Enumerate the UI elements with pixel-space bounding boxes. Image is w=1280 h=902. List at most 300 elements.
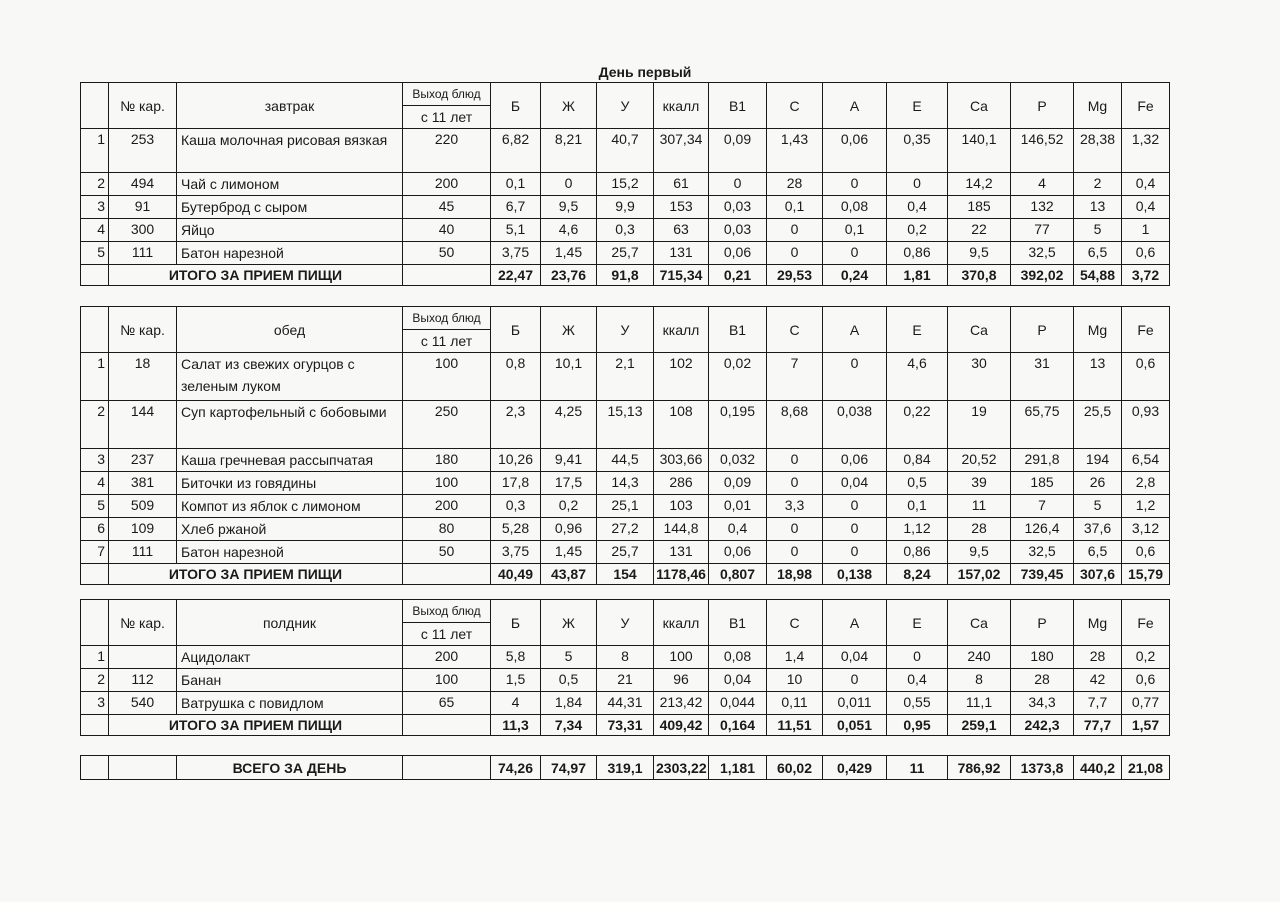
day-total-kcal: 2303,22: [654, 756, 709, 780]
dish-row: [81, 495, 1170, 518]
header-row: [81, 600, 1170, 623]
nutrient-value-carb: 40,7: [597, 129, 654, 173]
meal-total-p: 392,02: [1011, 265, 1074, 286]
nutrient-value-protein: 10,26: [491, 449, 541, 472]
nutrient-value-fat: 0,2: [541, 495, 597, 518]
nutrient-value-mg: 37,6: [1074, 518, 1122, 541]
nutrient-header-a: A: [823, 307, 887, 353]
nutrient-value-a: 0: [823, 495, 887, 518]
dish-row: [81, 196, 1170, 219]
yield-age-header: с 11 лет: [403, 330, 491, 353]
nutrient-header-kcal: ккалл: [654, 307, 709, 353]
nutrient-value-b1: 0,08: [709, 646, 767, 669]
nutrient-value-e: 4,6: [887, 353, 948, 401]
nutrient-value-c: 1,43: [767, 129, 823, 173]
nutrient-value-protein: 5,28: [491, 518, 541, 541]
nutrient-value-c: 0: [767, 472, 823, 495]
nutrient-value-c: 0: [767, 541, 823, 564]
nutrient-header-b1: B1: [709, 307, 767, 353]
meal-total-fat: 7,34: [541, 715, 597, 736]
dish-yield: 45: [403, 196, 491, 219]
meal-total-protein: 22,47: [491, 265, 541, 286]
nutrient-value-e: 0,4: [887, 196, 948, 219]
meal-total-carb: 91,8: [597, 265, 654, 286]
nutrient-value-fe: 2,8: [1122, 472, 1170, 495]
day-total-label: ВСЕГО ЗА ДЕНЬ: [177, 756, 403, 780]
nutrient-header-protein: Б: [491, 600, 541, 646]
nutrient-value-b1: 0,032: [709, 449, 767, 472]
index-header-cell: [81, 600, 109, 646]
nutrient-value-c: 0: [767, 518, 823, 541]
meal-total-p: 242,3: [1011, 715, 1074, 736]
card-number: 111: [109, 541, 177, 564]
nutrient-value-b1: 0,09: [709, 129, 767, 173]
nutrient-value-kcal: 108: [654, 401, 709, 449]
dish-yield: 50: [403, 242, 491, 265]
meal-total-label: ИТОГО ЗА ПРИЕМ ПИЩИ: [109, 564, 403, 585]
nutrient-value-e: 0,2: [887, 219, 948, 242]
nutrient-value-c: 0: [767, 219, 823, 242]
nutrient-value-protein: 0,3: [491, 495, 541, 518]
card-number-header: № кар.: [109, 600, 177, 646]
nutrient-header-kcal: ккалл: [654, 83, 709, 129]
nutrient-value-fe: 3,12: [1122, 518, 1170, 541]
nutrient-value-ca: 39: [948, 472, 1011, 495]
dish-name: Ватрушка с повидлом: [177, 692, 403, 715]
nutrient-header-b1: B1: [709, 600, 767, 646]
row-index: 1: [81, 646, 109, 669]
nutrient-value-p: 185: [1011, 472, 1074, 495]
nutrient-value-fat: 1,84: [541, 692, 597, 715]
nutrient-value-mg: 6,5: [1074, 242, 1122, 265]
nutrient-header-a: A: [823, 83, 887, 129]
nutrient-value-kcal: 131: [654, 541, 709, 564]
nutrient-value-e: 0,86: [887, 541, 948, 564]
nutrient-value-fat: 1,45: [541, 242, 597, 265]
yield-age-header: с 11 лет: [403, 623, 491, 646]
nutrient-header-fe: Fe: [1122, 83, 1170, 129]
nutrient-value-e: 0,5: [887, 472, 948, 495]
day-total-row: [81, 756, 1170, 780]
meal-total-fe: 15,79: [1122, 564, 1170, 585]
nutrient-value-kcal: 144,8: [654, 518, 709, 541]
empty-cell: [81, 715, 109, 736]
dish-name: Яйцо: [177, 219, 403, 242]
row-index: 5: [81, 242, 109, 265]
meal-total-row: [81, 564, 1170, 585]
nutrient-header-b1: B1: [709, 83, 767, 129]
meal-total-mg: 307,6: [1074, 564, 1122, 585]
meal-total-e: 1,81: [887, 265, 948, 286]
lunch-table: [80, 306, 1170, 585]
meal-total-b1: 0,164: [709, 715, 767, 736]
dish-name: Бутерброд с сыром: [177, 196, 403, 219]
nutrient-value-carb: 2,1: [597, 353, 654, 401]
meal-total-kcal: 715,34: [654, 265, 709, 286]
nutrient-value-ca: 8: [948, 669, 1011, 692]
nutrient-value-kcal: 102: [654, 353, 709, 401]
nutrient-header-p: P: [1011, 307, 1074, 353]
meal-name-header: обед: [177, 307, 403, 353]
dish-row: [81, 472, 1170, 495]
dish-yield: 250: [403, 401, 491, 449]
yield-header: Выход блюд: [403, 83, 491, 106]
dish-row: [81, 353, 1170, 401]
meal-total-mg: 54,88: [1074, 265, 1122, 286]
nutrient-value-e: 0: [887, 173, 948, 196]
card-number: 300: [109, 219, 177, 242]
nutrient-header-e: E: [887, 307, 948, 353]
meal-total-c: 11,51: [767, 715, 823, 736]
nutrient-value-mg: 13: [1074, 353, 1122, 401]
dish-name: Чай с лимоном: [177, 173, 403, 196]
nutrient-value-fe: 0,77: [1122, 692, 1170, 715]
nutrient-value-e: 0,4: [887, 669, 948, 692]
card-number-header: № кар.: [109, 83, 177, 129]
nutrient-value-kcal: 63: [654, 219, 709, 242]
nutrient-value-mg: 194: [1074, 449, 1122, 472]
nutrient-value-ca: 14,2: [948, 173, 1011, 196]
nutrient-value-kcal: 286: [654, 472, 709, 495]
nutrient-value-a: 0: [823, 541, 887, 564]
nutrient-value-a: 0: [823, 518, 887, 541]
meal-total-a: 0,051: [823, 715, 887, 736]
nutrient-value-kcal: 153: [654, 196, 709, 219]
nutrient-value-fe: 0,6: [1122, 353, 1170, 401]
empty-cell: [109, 756, 177, 780]
nutrient-value-a: 0,08: [823, 196, 887, 219]
nutrient-header-fat: Ж: [541, 600, 597, 646]
nutrient-value-p: 28: [1011, 669, 1074, 692]
yield-header: Выход блюд: [403, 600, 491, 623]
nutrient-value-fe: 0,6: [1122, 242, 1170, 265]
nutrient-value-p: 77: [1011, 219, 1074, 242]
dish-name: Салат из свежих огурцов с зеленым луком: [177, 353, 403, 401]
nutrient-value-fat: 0: [541, 173, 597, 196]
day-total-mg: 440,2: [1074, 756, 1122, 780]
nutrient-header-protein: Б: [491, 307, 541, 353]
nutrient-value-mg: 13: [1074, 196, 1122, 219]
snack-table: [80, 599, 1170, 736]
nutrient-value-fe: 0,2: [1122, 646, 1170, 669]
row-index: 2: [81, 669, 109, 692]
nutrient-value-protein: 0,1: [491, 173, 541, 196]
nutrient-header-carb: У: [597, 83, 654, 129]
row-index: 5: [81, 495, 109, 518]
nutrient-value-fat: 1,45: [541, 541, 597, 564]
nutrient-header-carb: У: [597, 600, 654, 646]
nutrient-value-c: 0,11: [767, 692, 823, 715]
nutrient-value-fe: 0,6: [1122, 669, 1170, 692]
meal-total-fat: 23,76: [541, 265, 597, 286]
nutrient-value-protein: 6,82: [491, 129, 541, 173]
nutrient-value-ca: 11: [948, 495, 1011, 518]
card-number: [109, 646, 177, 669]
nutrient-value-ca: 20,52: [948, 449, 1011, 472]
empty-cell: [81, 756, 109, 780]
nutrient-value-protein: 5,8: [491, 646, 541, 669]
nutrient-value-a: 0,011: [823, 692, 887, 715]
nutrient-header-ca: Ca: [948, 307, 1011, 353]
breakfast-table: [80, 82, 1170, 286]
card-number: 381: [109, 472, 177, 495]
nutrient-value-kcal: 307,34: [654, 129, 709, 173]
dish-yield: 220: [403, 129, 491, 173]
nutrient-value-fat: 4,25: [541, 401, 597, 449]
nutrient-value-b1: 0,03: [709, 219, 767, 242]
dish-yield: 100: [403, 669, 491, 692]
nutrient-value-fat: 10,1: [541, 353, 597, 401]
card-number: 540: [109, 692, 177, 715]
nutrient-value-fat: 0,5: [541, 669, 597, 692]
dish-yield: 40: [403, 219, 491, 242]
nutrient-value-carb: 15,2: [597, 173, 654, 196]
nutrient-value-b1: 0: [709, 173, 767, 196]
nutrient-value-mg: 42: [1074, 669, 1122, 692]
nutrient-value-protein: 6,7: [491, 196, 541, 219]
nutrient-value-carb: 27,2: [597, 518, 654, 541]
meal-total-e: 8,24: [887, 564, 948, 585]
nutrient-value-e: 0,84: [887, 449, 948, 472]
dish-row: [81, 173, 1170, 196]
nutrient-value-mg: 25,5: [1074, 401, 1122, 449]
empty-cell: [81, 564, 109, 585]
meal-total-label: ИТОГО ЗА ПРИЕМ ПИЩИ: [109, 265, 403, 286]
nutrient-value-carb: 21: [597, 669, 654, 692]
nutrient-value-p: 34,3: [1011, 692, 1074, 715]
nutrient-value-protein: 4: [491, 692, 541, 715]
nutrient-value-carb: 14,3: [597, 472, 654, 495]
dish-row: [81, 518, 1170, 541]
meal-total-c: 29,53: [767, 265, 823, 286]
nutrient-value-fat: 5: [541, 646, 597, 669]
empty-cell: [403, 756, 491, 780]
row-index: 3: [81, 692, 109, 715]
nutrient-header-c: C: [767, 600, 823, 646]
nutrient-header-c: C: [767, 307, 823, 353]
dish-row: [81, 692, 1170, 715]
meal-total-carb: 73,31: [597, 715, 654, 736]
nutrient-value-mg: 7,7: [1074, 692, 1122, 715]
nutrient-value-carb: 25,7: [597, 242, 654, 265]
nutrient-value-protein: 3,75: [491, 541, 541, 564]
nutrient-value-ca: 240: [948, 646, 1011, 669]
header-row: [81, 307, 1170, 330]
nutrient-value-b1: 0,01: [709, 495, 767, 518]
nutrient-header-ca: Ca: [948, 600, 1011, 646]
dish-row: [81, 541, 1170, 564]
meal-total-b1: 0,807: [709, 564, 767, 585]
dish-row: [81, 219, 1170, 242]
nutrient-value-p: 4: [1011, 173, 1074, 196]
nutrient-header-carb: У: [597, 307, 654, 353]
dish-yield: 200: [403, 646, 491, 669]
nutrient-value-e: 0,22: [887, 401, 948, 449]
nutrient-value-fe: 1: [1122, 219, 1170, 242]
nutrient-value-e: 0,55: [887, 692, 948, 715]
nutrient-value-fat: 0,96: [541, 518, 597, 541]
nutrient-value-fe: 0,4: [1122, 173, 1170, 196]
row-index: 4: [81, 219, 109, 242]
nutrient-value-kcal: 213,42: [654, 692, 709, 715]
nutrient-value-b1: 0,02: [709, 353, 767, 401]
meal-total-kcal: 409,42: [654, 715, 709, 736]
nutrient-value-b1: 0,06: [709, 242, 767, 265]
dish-yield: 200: [403, 173, 491, 196]
nutrient-header-mg: Mg: [1074, 600, 1122, 646]
nutrient-header-protein: Б: [491, 83, 541, 129]
nutrient-value-p: 291,8: [1011, 449, 1074, 472]
nutrient-value-fat: 17,5: [541, 472, 597, 495]
nutrient-header-fe: Fe: [1122, 600, 1170, 646]
nutrient-value-carb: 25,1: [597, 495, 654, 518]
index-header-cell: [81, 307, 109, 353]
nutrient-value-b1: 0,04: [709, 669, 767, 692]
day-total-fe: 21,08: [1122, 756, 1170, 780]
dish-yield: 100: [403, 353, 491, 401]
nutrient-value-c: 0: [767, 242, 823, 265]
nutrient-value-protein: 0,8: [491, 353, 541, 401]
nutrient-value-c: 3,3: [767, 495, 823, 518]
day-total-ca: 786,92: [948, 756, 1011, 780]
nutrient-header-c: C: [767, 83, 823, 129]
nutrient-value-mg: 6,5: [1074, 541, 1122, 564]
empty-cell: [81, 265, 109, 286]
yield-age-header: с 11 лет: [403, 106, 491, 129]
dish-name: Ацидолакт: [177, 646, 403, 669]
nutrient-value-c: 0: [767, 449, 823, 472]
dish-row: [81, 669, 1170, 692]
nutrient-value-b1: 0,195: [709, 401, 767, 449]
nutrient-value-a: 0,038: [823, 401, 887, 449]
nutrient-value-p: 126,4: [1011, 518, 1074, 541]
dish-name: Биточки из говядины: [177, 472, 403, 495]
nutrient-header-ca: Ca: [948, 83, 1011, 129]
meal-total-kcal: 1178,46: [654, 564, 709, 585]
nutrient-value-carb: 44,5: [597, 449, 654, 472]
nutrient-value-kcal: 303,66: [654, 449, 709, 472]
dish-name: Хлеб ржаной: [177, 518, 403, 541]
index-header-cell: [81, 83, 109, 129]
nutrient-value-fe: 0,4: [1122, 196, 1170, 219]
nutrient-value-e: 0,1: [887, 495, 948, 518]
nutrient-value-ca: 9,5: [948, 541, 1011, 564]
card-number: 91: [109, 196, 177, 219]
nutrient-value-p: 132: [1011, 196, 1074, 219]
nutrient-value-protein: 3,75: [491, 242, 541, 265]
nutrient-value-carb: 44,31: [597, 692, 654, 715]
card-number: 18: [109, 353, 177, 401]
nutrient-value-a: 0: [823, 242, 887, 265]
dish-name: Каша гречневая рассыпчатая: [177, 449, 403, 472]
day-total-protein: 74,26: [491, 756, 541, 780]
empty-cell: [403, 715, 491, 736]
dish-name: Банан: [177, 669, 403, 692]
nutrient-value-c: 7: [767, 353, 823, 401]
nutrient-value-fe: 1,2: [1122, 495, 1170, 518]
day-total-table: [80, 755, 1170, 780]
meal-total-mg: 77,7: [1074, 715, 1122, 736]
dish-row: [81, 646, 1170, 669]
nutrient-header-a: A: [823, 600, 887, 646]
nutrient-value-carb: 0,3: [597, 219, 654, 242]
nutrient-value-carb: 15,13: [597, 401, 654, 449]
nutrient-value-kcal: 131: [654, 242, 709, 265]
nutrient-header-e: E: [887, 83, 948, 129]
page-title: День первый: [598, 64, 692, 80]
dish-yield: 100: [403, 472, 491, 495]
nutrient-value-kcal: 61: [654, 173, 709, 196]
nutrient-value-ca: 11,1: [948, 692, 1011, 715]
nutrient-value-protein: 1,5: [491, 669, 541, 692]
nutrient-value-c: 28: [767, 173, 823, 196]
dish-name: Батон нарезной: [177, 242, 403, 265]
yield-header: Выход блюд: [403, 307, 491, 330]
dish-name: Каша молочная рисовая вязкая: [177, 129, 403, 173]
meal-total-protein: 40,49: [491, 564, 541, 585]
day-total-b1: 1,181: [709, 756, 767, 780]
nutrient-value-c: 1,4: [767, 646, 823, 669]
nutrient-value-a: 0: [823, 173, 887, 196]
nutrient-value-mg: 28,38: [1074, 129, 1122, 173]
nutrient-value-ca: 19: [948, 401, 1011, 449]
card-number: 112: [109, 669, 177, 692]
meal-name-header: завтрак: [177, 83, 403, 129]
nutrient-value-kcal: 96: [654, 669, 709, 692]
nutrient-value-fat: 9,41: [541, 449, 597, 472]
dish-name: Суп картофельный с бобовыми: [177, 401, 403, 449]
meal-total-fe: 3,72: [1122, 265, 1170, 286]
row-index: 2: [81, 401, 109, 449]
meal-total-protein: 11,3: [491, 715, 541, 736]
nutrient-value-c: 8,68: [767, 401, 823, 449]
nutrient-value-mg: 28: [1074, 646, 1122, 669]
dish-row: [81, 242, 1170, 265]
nutrient-value-protein: 5,1: [491, 219, 541, 242]
day-total-fat: 74,97: [541, 756, 597, 780]
card-number: 111: [109, 242, 177, 265]
nutrient-value-mg: 5: [1074, 219, 1122, 242]
card-number: 144: [109, 401, 177, 449]
meal-total-ca: 259,1: [948, 715, 1011, 736]
nutrient-header-fat: Ж: [541, 83, 597, 129]
nutrient-header-p: P: [1011, 83, 1074, 129]
nutrient-value-p: 32,5: [1011, 242, 1074, 265]
nutrient-header-kcal: ккалл: [654, 600, 709, 646]
nutrient-value-b1: 0,044: [709, 692, 767, 715]
nutrient-value-p: 31: [1011, 353, 1074, 401]
nutrient-value-a: 0,1: [823, 219, 887, 242]
day-total-e: 11: [887, 756, 948, 780]
nutrient-header-mg: Mg: [1074, 83, 1122, 129]
nutrient-value-a: 0,04: [823, 646, 887, 669]
nutrient-value-ca: 22: [948, 219, 1011, 242]
nutrient-value-b1: 0,4: [709, 518, 767, 541]
nutrient-value-protein: 2,3: [491, 401, 541, 449]
nutrient-value-ca: 9,5: [948, 242, 1011, 265]
nutrient-value-a: 0: [823, 669, 887, 692]
nutrient-value-a: 0,06: [823, 129, 887, 173]
nutrient-value-e: 0,35: [887, 129, 948, 173]
nutrient-value-e: 0,86: [887, 242, 948, 265]
day-total-c: 60,02: [767, 756, 823, 780]
nutrient-value-p: 180: [1011, 646, 1074, 669]
nutrient-value-carb: 25,7: [597, 541, 654, 564]
dish-row: [81, 401, 1170, 449]
nutrient-value-fat: 9,5: [541, 196, 597, 219]
meal-total-b1: 0,21: [709, 265, 767, 286]
nutrient-value-fe: 0,6: [1122, 541, 1170, 564]
